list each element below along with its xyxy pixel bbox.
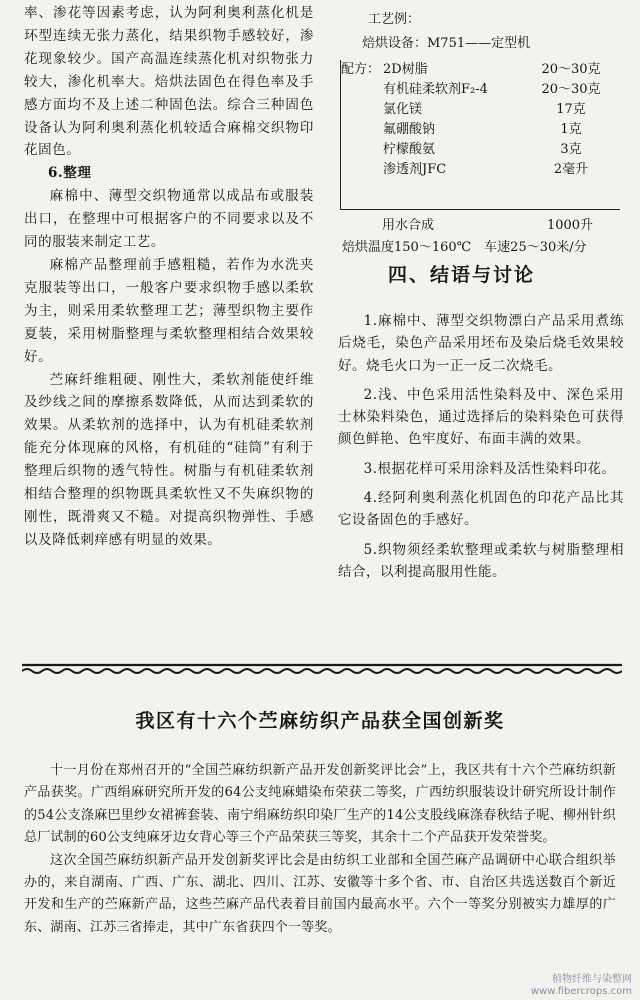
conclusion-item: 4.经阿利奥利蒸化机固色的印花产品比其它设备固色的手感好。 — [338, 490, 624, 529]
article-body — [24, 760, 616, 939]
water-value: 1000升 — [546, 218, 594, 233]
article-paragraph-2: 这次全国苎麻纺织新产品开发创新奖评比会是由纺织工业部和全国苎麻产品调研中心联合组织举办的，来自湖南、广西、广东、湖北、四川、江苏、安徽等十多个省、市、自治区共选送数百个新近开发和生产的苎麻新产品，这些苎麻产品代表着目前国内最高水平。六个一等奖分别被实力雄厚的广东、湖南、江苏三省捧走，其中广东省获四个一等奖。 — [24, 852, 616, 935]
finishing-paragraph-1: 麻棉中、薄型交织物通常以成品布或服装出口，在整理中可根据客户的不同要求以及不同的服装来制定工艺。 — [24, 188, 314, 251]
wavy-divider — [22, 662, 622, 676]
formula-row-value: 3克 — [560, 142, 582, 157]
formula-row-name: 氯化镁 — [383, 102, 423, 117]
finishing-paragraph-2: 麻棉产品整理前手感粗糙，若作为水洗夹克服装等出口，一般客户要求织物手感以柔软为主，则采用柔软整理工艺；薄型织物主要作夏装，采用树脂整理与柔软整理相结合效果较好。 — [24, 256, 314, 365]
process-example-label: 工艺例： — [368, 12, 421, 27]
conclusion-item: 5.织物须经柔软整理或柔软与树脂整理相结合，以利提高服用性能。 — [338, 541, 624, 580]
finishing-paragraph-3: 苎麻纤维粗硬、刚性大，柔软剂能使纤维及纱线之间的摩擦系数降低，从而达到柔软的效果。从柔软剂的选择中，认为有机硅柔软剂能充分体现麻的风格，有机硅的“硅筒”有利于整理后织物的透气特性。树脂与有机硅柔软剂相结合整理的织物既具柔软性又不失麻织物的刚性，既滑爽又不糙。对提高织物弹性、手感以及降低刺痒感有明显的效果。 — [24, 371, 314, 548]
process-conditions: 焙烘温度150～160℃ 车速25～30米/分 — [342, 240, 587, 255]
site-watermark — [531, 974, 632, 998]
conclusion-heading: 四、结语与讨论 — [388, 264, 536, 286]
formula-row-value: 17克 — [556, 102, 586, 117]
process-equipment: 焙烘设备：M751——定型机 — [362, 36, 531, 51]
article-title: 我区有十六个苎麻纺织产品获全国创新奖 — [135, 710, 505, 732]
formula-row-name: 渗透剂JFC — [383, 162, 447, 177]
formula-row-value: 20～30克 — [541, 82, 601, 97]
watermark-line-2: www.fibercrops.com — [530, 986, 632, 997]
conclusion-item: 1.麻棉中、薄型交织物漂白产品采用煮练后烧毛，染色产品采用坯布及染后烧毛效果较好。烧毛火口为一正一反二次烧毛。 — [338, 313, 624, 374]
article-paragraph-1: 十一月份在郑州召开的“全国苎麻纺织新产品开发创新奖评比会”上，我区共有十六个苎麻纺织新产品获奖。广西绢麻研究所开发的64公支纯麻蜡染布荣获二等奖，广西纺织服装设计研究所设计制作的54公支涤麻巴里纱女裙裤套装、南宁绢麻纺织印染厂生产的14公支股线麻涤春秋结子呢、柳州针织总厂试制的60公支纯麻牙边女背心等三个产品荣获三等奖，其余十二个产品获开发荣誉奖。 — [24, 763, 616, 846]
finishing-subheading: 6.整理 — [48, 165, 92, 182]
watermark-line-1: 植物纤维与染整网 — [552, 974, 632, 985]
left-column — [24, 2, 314, 552]
formula-row-name: 柠檬酸氨 — [383, 142, 436, 157]
formula-row-name: 有机硅柔软剂F₂-4 — [383, 82, 488, 97]
formula-table — [340, 60, 620, 210]
conclusion-item: 2.浅、中色采用活性染料及中、深色采用士林染料染色，通过选择后的染料染色可获得颜色鲜艳、色牢度好、布面丰满的效果。 — [338, 386, 624, 448]
formula-row-name: 2D树脂 — [383, 62, 428, 77]
formula-row-value: 20～30克 — [541, 62, 601, 77]
intro-paragraph: 率、渗花等因素考虑，认为阿利奥利蒸化机是环型连续无张力蒸化，结果织物手感较好，渗花现象较少。国产高温连续蒸化机对织物张力较大，渗化机率大。焙烘法固色在得色率及手感方面均不及上述二种固色法。综合三种固色设备认为阿利奥利蒸化机较适合麻棉交织物印花固色。 — [24, 5, 314, 159]
conclusion-list — [338, 310, 624, 590]
formula-label: 配方： — [341, 62, 381, 77]
formula-row-value: 2毫升 — [553, 162, 589, 177]
water-label: 用水合成 — [382, 218, 435, 233]
conclusion-item: 3.根据花样可采用涂料及活性染料印花。 — [363, 460, 616, 477]
formula-row-name: 氟硼酸钠 — [383, 122, 436, 137]
formula-row-value: 1克 — [560, 122, 582, 137]
